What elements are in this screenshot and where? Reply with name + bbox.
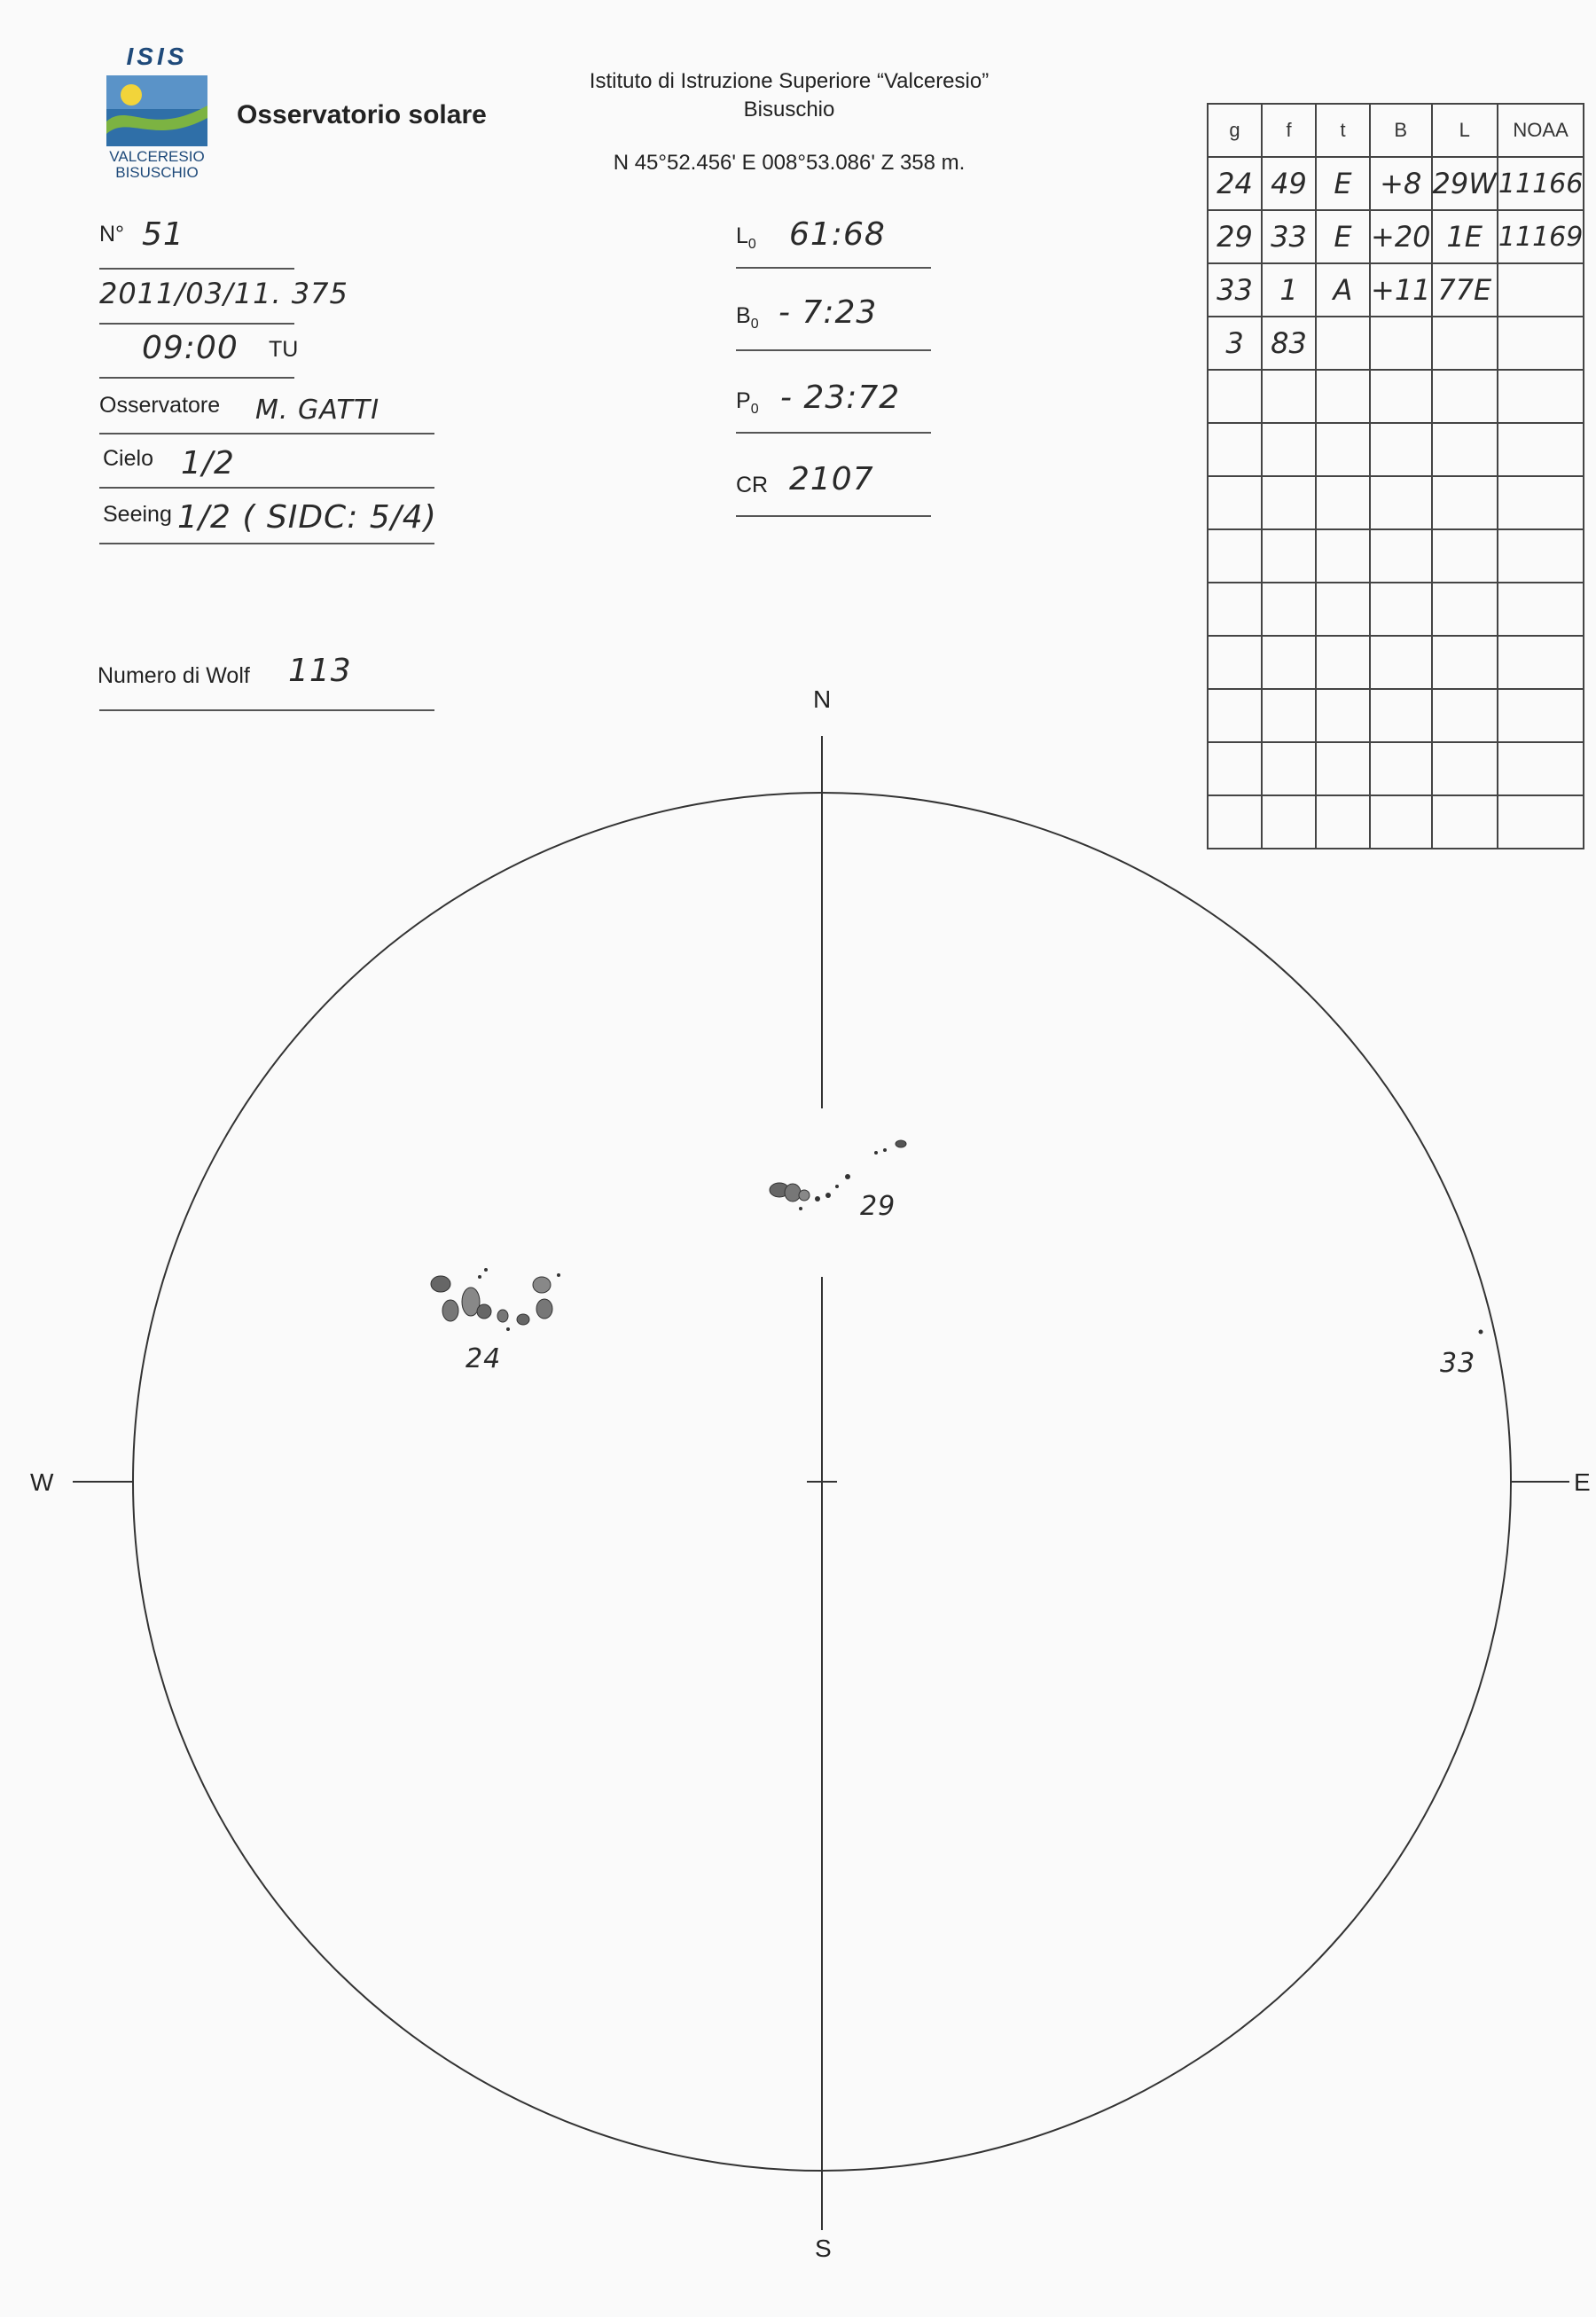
observer-value: M. GATTI [255,395,380,426]
number-value: 51 [142,216,184,253]
cell-value-f: 49 [1271,167,1307,200]
site-coordinates: N 45°52.456' E 008°53.086' Z 358 m. [613,151,966,175]
wolf-value: 113 [288,653,352,689]
sunspot-group-33 [1479,1330,1483,1335]
cell-value-l: 29W [1432,167,1497,200]
col-header-f: f [1262,104,1316,157]
cell-value-b: +8 [1380,167,1422,200]
logo-wordmark: ISIS [126,43,188,70]
institute-line2: Bisuschio [743,98,835,121]
col-header-g: g [1208,104,1262,157]
group-label-29: 29 [860,1191,896,1222]
p0-letter: P [736,388,751,413]
west-label: W [30,1468,54,1496]
l0-letter: L [736,223,748,248]
seeing-value: 1/2 ( SIDC: 5/4) [177,499,437,536]
cell-value-t: E [1334,167,1352,200]
north-label: N [813,685,832,713]
time-unit: TU [269,337,299,362]
sunspot-group-24 [431,1268,560,1331]
cr-value: 2107 [789,461,874,497]
cell-value-g: 29 [1217,220,1253,254]
group-label-33: 33 [1440,1348,1476,1379]
cell-value-t: A [1333,273,1353,307]
col-header-noaa: NOAA [1498,104,1584,157]
logo-caption-line1: VALCERESIO [109,148,205,165]
cell-value-noaa: 11169 [1498,221,1584,253]
b0-value: - 7:23 [778,294,878,331]
sky-label: Cielo [103,446,153,471]
cell-value-noaa: 11166 [1498,168,1584,200]
observatory-title: Osservatorio solare [237,100,487,129]
cell-value-g: 24 [1217,167,1253,200]
cell-value-f: 83 [1271,326,1307,360]
observer-label: Osservatore [99,393,221,418]
cell-value-t: E [1334,220,1352,254]
cell-value-b: +11 [1371,273,1431,307]
cell-value-f: 33 [1271,220,1307,254]
east-label: E [1574,1468,1591,1496]
cell-value-f: 1 [1279,273,1298,307]
col-header-b: B [1370,104,1432,157]
cell-value-b: +20 [1371,220,1431,254]
l0-subscript: 0 [747,237,756,252]
cr-label: CR [736,473,769,497]
col-header-l: L [1432,104,1498,157]
cell-value-g: 33 [1217,273,1253,307]
sky-value: 1/2 [181,445,235,481]
institute-line1: Istituto di Istruzione Superiore “Valceresio” [589,69,990,93]
cell-value-g: 3 [1225,326,1244,360]
south-label: S [815,2235,832,2262]
cell-value-l: 77E [1437,273,1492,307]
b0-letter: B [736,303,751,328]
wolf-label: Numero di Wolf [98,663,250,688]
number-label: N° [99,222,125,247]
cell-value-l: 1E [1446,220,1483,254]
p0-subscript: 0 [750,402,759,417]
b0-subscript: 0 [750,317,759,332]
col-header-t: t [1316,104,1370,157]
p0-value: - 23:72 [780,380,901,416]
time-value: 09:00 [142,330,239,366]
seeing-label: Seeing [103,502,172,527]
l0-value: 61:68 [789,216,886,253]
logo-caption-line2: BISUSCHIO [115,164,199,181]
date-value: 2011/03/11. 375 [99,277,348,310]
group-label-24: 24 [466,1343,502,1374]
